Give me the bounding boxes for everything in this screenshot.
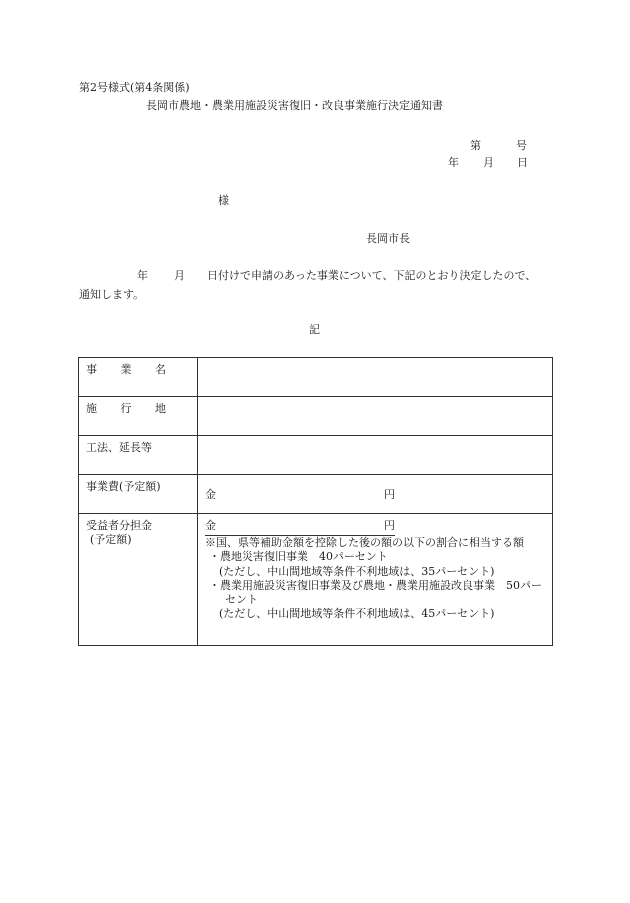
date-month-label: 月 (483, 156, 494, 169)
table-row-cost (79, 475, 553, 514)
addressee-honorific: 様 (218, 194, 229, 207)
issuer-name: 長岡市長 (366, 232, 410, 245)
burden-value[interactable] (198, 514, 553, 646)
body-month-label: 月 (174, 269, 185, 282)
burden-note-1: ※国、県等補助金額を控除した後の額の以下の割合に相当する額 (205, 536, 524, 549)
burden-label (79, 514, 198, 646)
burden-amount-line (205, 519, 395, 536)
form-label: 第2号様式(第4条関係) (79, 81, 190, 94)
burden-note-3: (ただし、中山間地域等条件不利地域は、35パーセント) (219, 564, 495, 578)
document-number-suffix: 号 (516, 139, 527, 152)
burden-note-6: (ただし、中山間地域等条件不利地域は、45パーセント) (219, 607, 495, 621)
burden-note-4: ・農業用施設災害復旧事業及び農地・農業用施設改良事業 50パー (209, 578, 542, 592)
cost-label: 事業費(予定額) (79, 475, 198, 514)
body-year-label: 年 (137, 269, 148, 282)
ki-heading: 記 (309, 323, 320, 336)
table-row-method (79, 436, 553, 475)
date-day-label: 日 (517, 156, 528, 169)
burden-label-line-1: 受益者分担金 (86, 519, 152, 532)
burden-suffix: 円 (384, 519, 395, 532)
cost-prefix: 金 (205, 488, 216, 501)
document-number-prefix: 第 (470, 139, 481, 152)
table-row-burden (79, 514, 553, 646)
project-name-value[interactable] (198, 358, 553, 397)
burden-note-5: セント (225, 593, 258, 607)
detail-table (78, 357, 553, 646)
table-row-project-name (79, 358, 553, 397)
date-year-label: 年 (448, 156, 459, 169)
site-label: 施 行 地 (79, 397, 198, 436)
cost-suffix: 円 (384, 488, 395, 501)
method-label: 工法、延長等 (79, 436, 198, 475)
site-value[interactable] (198, 397, 553, 436)
project-name-label: 事 業 名 (79, 358, 198, 397)
table-row-site (79, 397, 553, 436)
body-text-rest: 日付けで申請のあった事業について、下記のとおり決定したので、 (207, 269, 537, 282)
body-text-line-2: 通知します。 (79, 288, 145, 301)
cost-value[interactable] (198, 475, 553, 514)
burden-label-line-2: (予定額) (90, 533, 132, 546)
burden-note-2: ・農地災害復旧事業 40パーセント (209, 550, 388, 564)
cost-amount-line (205, 488, 395, 504)
burden-prefix: 金 (205, 519, 216, 532)
document-title: 長岡市農地・農業用施設災害復旧・改良事業施行決定通知書 (146, 99, 443, 112)
method-value[interactable] (198, 436, 553, 475)
